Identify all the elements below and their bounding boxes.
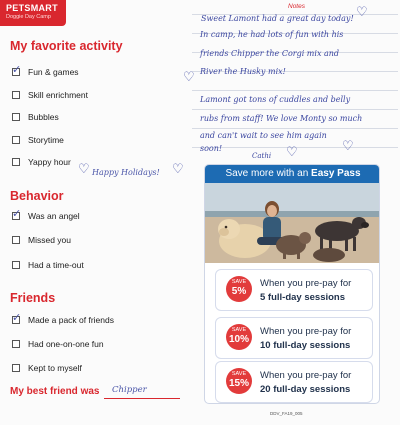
heart-doodle-icon: ♡	[183, 70, 195, 85]
offer-save-10[interactable]	[215, 317, 373, 359]
offer-line2: 10 full-day sessions	[260, 340, 351, 351]
logo-subtitle: Doggie Day Camp	[6, 14, 51, 20]
item-label: Skill enrichment	[28, 90, 88, 100]
offer-save-5[interactable]	[215, 269, 373, 311]
check-mark-icon: ✓	[12, 311, 22, 324]
checkbox[interactable]	[12, 91, 20, 99]
checkbox-item-skill-enrichment[interactable]	[12, 88, 88, 102]
offer-save-15[interactable]	[215, 361, 373, 403]
offer-line2: 5 full-day sessions	[260, 292, 346, 303]
dogs-photo	[205, 183, 380, 263]
note-line: In camp, he had lots of fun with his	[200, 30, 344, 39]
badge-save-label: SAVE	[231, 327, 247, 333]
checkbox[interactable]	[12, 364, 20, 372]
checkbox-item-kept-to-myself[interactable]	[12, 361, 82, 375]
offer-line1: When you pre-pay for	[260, 370, 352, 381]
checkbox[interactable]	[12, 236, 20, 244]
badge-save-label: SAVE	[231, 279, 247, 285]
save-badge	[226, 276, 252, 302]
heart-doodle-icon: ♡	[286, 145, 298, 160]
checkbox-item-pack-of-friends[interactable]	[12, 313, 114, 327]
item-label: Kept to myself	[28, 363, 82, 373]
checkbox-item-yappy-hour[interactable]	[12, 155, 71, 169]
checkbox[interactable]	[12, 113, 20, 121]
notes-label: Notes	[288, 3, 305, 10]
easy-pass-card	[204, 164, 380, 404]
save-badge	[226, 368, 252, 394]
note-line: soon!	[200, 144, 223, 153]
save-badge	[226, 324, 252, 350]
checkbox[interactable]	[12, 158, 20, 166]
handwritten-holidays: Happy Holidays!	[92, 168, 160, 177]
heart-doodle-icon: ♡	[356, 5, 368, 20]
section-title-friends: Friends	[10, 291, 56, 305]
ruled-line	[192, 90, 398, 91]
heart-doodle-icon: ♡	[78, 162, 90, 177]
footer-code: DDV_FA19_005	[270, 411, 303, 416]
checkbox-item-was-an-angel[interactable]	[12, 209, 80, 223]
petsmart-logo	[0, 0, 66, 26]
best-friend-value[interactable]: Chipper	[112, 385, 147, 395]
item-label: Storytime	[28, 135, 64, 145]
item-label: Fun & games	[28, 67, 79, 77]
check-mark-icon: ✓	[12, 63, 22, 76]
best-friend-label: My best friend was	[10, 386, 100, 397]
checkbox-item-one-on-one[interactable]	[12, 337, 104, 351]
logo-name: PETSMART	[6, 3, 58, 13]
badge-percent: 5%	[231, 286, 247, 297]
note-line: Lamont got tons of cuddles and belly	[200, 95, 351, 104]
item-label: Yappy hour	[28, 157, 71, 167]
badge-percent: 15%	[228, 378, 249, 389]
item-label: Had one-on-one fun	[28, 339, 104, 349]
note-line: River the Husky mix!	[200, 67, 286, 76]
best-friend-line	[104, 398, 180, 399]
item-label: Had a time-out	[28, 260, 84, 270]
note-line: Sweet Lamont had a great day today!	[201, 14, 354, 23]
note-line: friends Chipper the Corgi mix and	[200, 49, 340, 58]
offer-line1: When you pre-pay for	[260, 278, 352, 289]
ruled-line	[192, 109, 398, 110]
note-line: rubs from staff! We love Monty so much	[200, 114, 363, 123]
section-title-behavior: Behavior	[10, 189, 64, 203]
offer-line2: 20 full-day sessions	[260, 384, 351, 395]
easy-pass-header-strong: Easy Pass	[311, 168, 361, 179]
checkbox[interactable]	[12, 340, 20, 348]
checkbox-item-storytime[interactable]	[12, 133, 64, 147]
easy-pass-header-prefix: Save more with an	[225, 168, 309, 179]
checkbox[interactable]	[12, 207, 22, 220]
item-label: Bubbles	[28, 112, 59, 122]
checkbox[interactable]	[12, 261, 20, 269]
badge-percent: 10%	[228, 334, 249, 345]
section-title-activity: My favorite activity	[10, 39, 123, 53]
offer-line1: When you pre-pay for	[260, 326, 352, 337]
item-label: Made a pack of friends	[28, 315, 114, 325]
checkbox-item-missed-you[interactable]	[12, 233, 71, 247]
checkbox-item-fun-games[interactable]	[12, 65, 79, 79]
note-signature: Cathi	[252, 152, 272, 160]
checkbox[interactable]	[12, 311, 22, 324]
badge-save-label: SAVE	[231, 371, 247, 377]
easy-pass-header	[205, 165, 380, 183]
checkbox-item-time-out[interactable]	[12, 258, 84, 272]
checkbox-item-bubbles[interactable]	[12, 110, 59, 124]
heart-doodle-icon: ♡	[342, 139, 354, 154]
check-mark-icon: ✓	[12, 207, 22, 220]
checkbox[interactable]	[12, 63, 22, 76]
checkbox[interactable]	[12, 136, 20, 144]
heart-doodle-icon: ♡	[172, 162, 184, 177]
ruled-line	[192, 128, 398, 129]
note-line: and can't wait to see him again	[200, 131, 327, 140]
item-label: Was an angel	[28, 211, 80, 221]
item-label: Missed you	[28, 235, 71, 245]
